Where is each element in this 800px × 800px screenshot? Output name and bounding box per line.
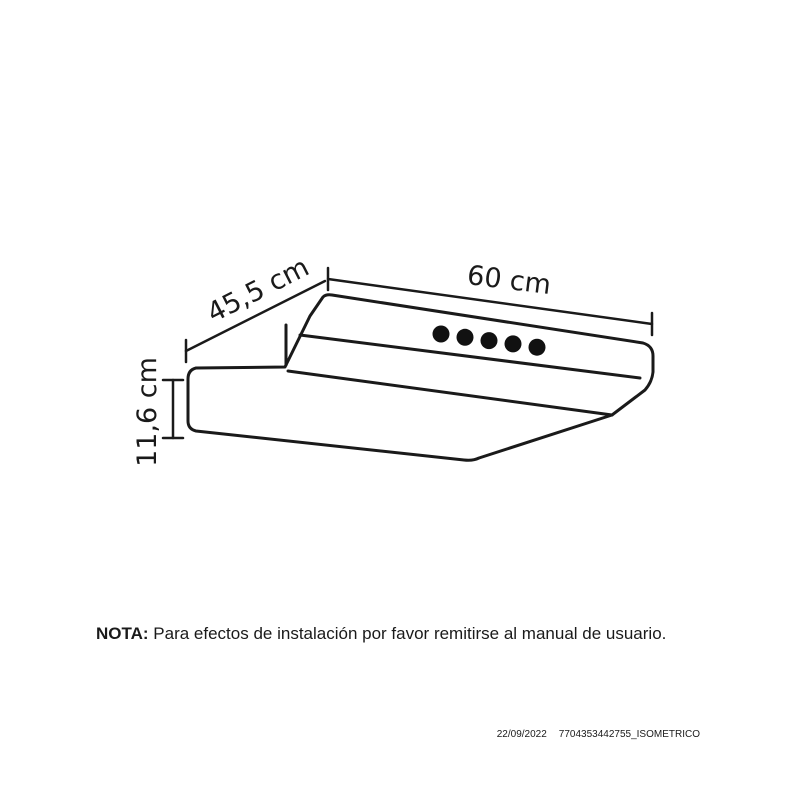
indicator-light	[433, 326, 450, 343]
indicator-light	[529, 339, 546, 356]
height-dimension-line	[163, 380, 183, 438]
width-label: 60 cm	[465, 260, 553, 302]
footer-code: 7704353442755_ISOMETRICO	[558, 729, 700, 740]
indicator-lights	[433, 326, 546, 356]
installation-note	[96, 624, 776, 644]
depth-label: 45,5 cm	[202, 251, 315, 330]
indicator-light	[505, 335, 522, 352]
hood-outline	[188, 295, 653, 461]
footer	[497, 729, 700, 741]
indicator-light	[457, 329, 474, 346]
note-text: Para efectos de instalación por favor remitirse al manual de usuario.	[148, 624, 667, 643]
front-panel-bottom-edge	[288, 371, 612, 415]
note-label: NOTA:	[96, 624, 149, 643]
height-label: 11,6 cm	[132, 357, 163, 467]
indicator-light	[481, 332, 498, 349]
footer-date: 22/09/2022	[496, 729, 547, 740]
